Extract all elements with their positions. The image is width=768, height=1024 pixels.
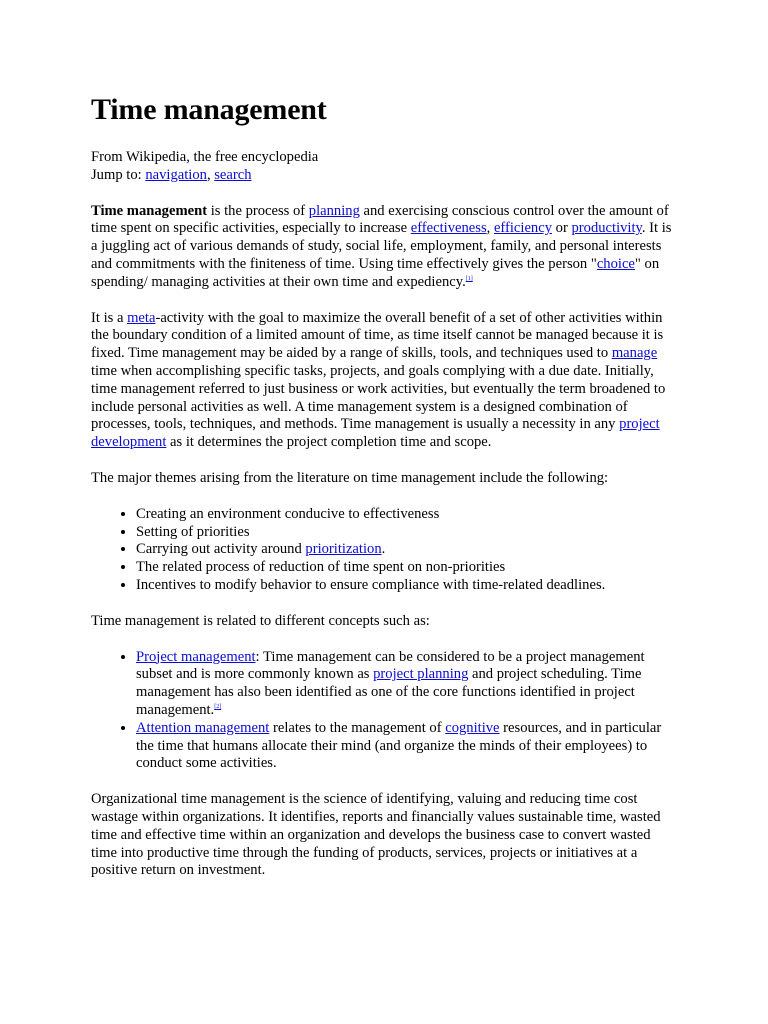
link-efficiency[interactable]: efficiency [493,220,553,237]
link-manage[interactable]: manage [611,345,658,362]
link-project-planning[interactable]: project planning [373,666,469,683]
list-item-text: relates to the management of [269,719,446,736]
themes-intro-paragraph: The major themes arising from the literature on time management include the following: [91,469,609,486]
link-attention-management[interactable]: Attention management [136,719,270,736]
link-choice[interactable]: choice [596,255,635,272]
concepts-intro-paragraph: Time management is related to different concepts such as: [91,612,430,629]
link-cognitive[interactable]: cognitive [445,719,500,736]
article-source: From Wikipedia, the free encyclopedia [91,149,319,165]
link-meta[interactable]: meta [127,309,156,326]
list-item: • Creating an environment conducive to effectiveness [136,506,678,524]
paragraph-text: It is a [91,309,128,326]
list-item [136,720,678,773]
list-item: • Setting of priorities [136,524,678,542]
list-item-text: Carrying out activity around [136,541,306,558]
intro-text: is the process of [207,202,309,219]
list-item-text: : Time management can be considered to be a project management subset and is more commonly known as [136,648,645,683]
intro-text: " on spending/ managing activities at their own time and expediency. [91,255,660,290]
jump-prefix: Jump to: [91,166,146,183]
list-item-text: . [381,541,386,558]
list-item: • The related process of reduction of time spent on non-priorities [136,559,678,577]
list-item-text: and project scheduling. Time management has also been identified as one of the core functions identified in project management. [136,666,642,718]
intro-bold-term: Time management [91,202,208,219]
meta-activity-paragraph [91,310,678,452]
intro-text: , [486,220,494,237]
intro-text: and exercising conscious control over the amount of time spent on specific activities, especially to increase [91,202,669,237]
list-item: • Incentives to modify behavior to ensure compliance with time-related deadlines. [136,577,678,595]
intro-text: . It is a juggling act of various demands of study, social life, employment, family, and personal interests and commitments with the finiteness of time. Using time effectively gives the person " [91,220,672,272]
page-title: Time management [91,93,327,126]
link-effectiveness[interactable]: effectiveness [410,220,487,237]
list-item [136,541,678,559]
intro-text: or [552,220,572,237]
link-prioritization[interactable]: prioritization [305,541,382,558]
paragraph-text: -activity with the goal to maximize the overall benefit of a set of other activities within the boundary condition of a limited amount of time, as time itself cannot be managed because it is fixed. Time management may be aided by a range of skills, tools, and techniques used to [91,309,664,362]
list-item [136,649,678,720]
search-link[interactable]: search [214,166,252,183]
reference-link-1[interactable]: [1] [465,275,473,282]
paragraph-text: as it determines the project completion time and scope. [166,434,492,451]
navigation-link[interactable]: navigation [145,166,207,183]
link-project-management[interactable]: Project management [136,648,256,665]
list-item-text: resources, and in particular the time that humans allocate their mind (and organize the minds of their employees) to conduct some activities. [136,719,662,772]
themes-list [91,506,678,595]
link-productivity[interactable]: productivity [571,220,642,237]
jump-to-links [91,167,678,185]
jump-separator: , [206,166,215,183]
paragraph-text: time when accomplishing specific tasks, projects, and goals complying with a due date. Initially, time management referred to just business or work activities, but eventually the term broadened to include personal activities as well. A time management system is a designed combination of processes, tools, techniques, and methods. Time management is usually a necessity in any [91,362,666,433]
intro-paragraph [91,203,678,292]
reference-link-2[interactable]: [2] [214,703,222,710]
link-planning[interactable]: planning [308,202,360,219]
organizational-paragraph: Organizational time management is the science of identifying, valuing and reducing time cost wastage within organizations. It identifies, reports and financially values sustainable time, wasted time and effective time within an organization and develops the business case to convert wasted time into productive time through the funding of products, services, projects or initiatives at a positive return on investment. [91,791,661,879]
concepts-list [91,649,678,774]
link-project-development[interactable]: project development [91,416,660,451]
